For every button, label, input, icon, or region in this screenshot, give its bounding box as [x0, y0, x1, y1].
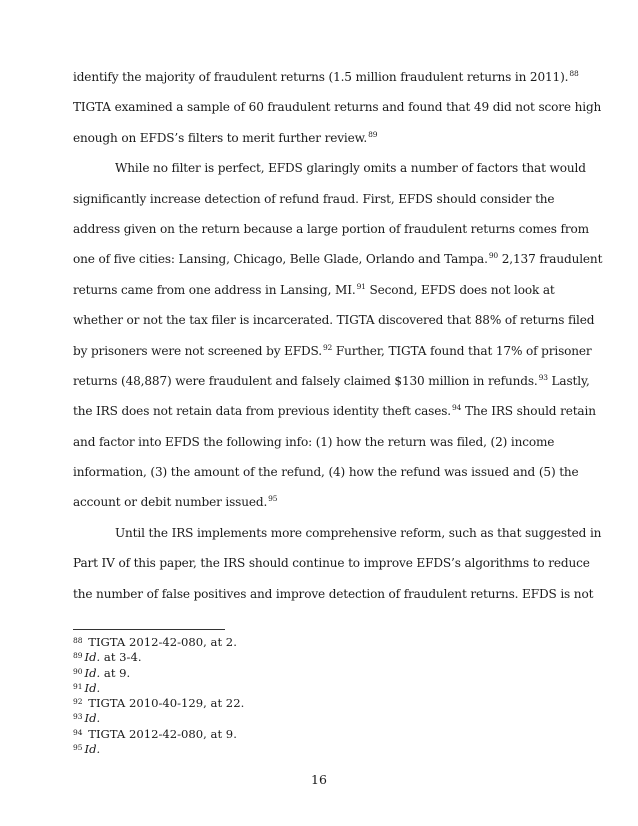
line-text: TIGTA examined a sample of 60 fraudulent returns and found that 49 did not score high: [73, 100, 602, 115]
line-text: returns (48,887) were fraudulent and falsely claimed $130 million in refunds.: [73, 373, 538, 388]
footnote-number: 93: [73, 712, 83, 722]
footnote-number: 91: [73, 681, 83, 691]
line-text: by prisoners were not screened by EFDS.: [73, 343, 322, 358]
footnote-text: at 3-4.: [100, 650, 142, 665]
footnote-number: 92: [73, 697, 83, 707]
footnote: [73, 666, 553, 681]
text-line: [73, 244, 603, 274]
footnote-number: 89: [73, 651, 83, 661]
footnote-id: Id.: [84, 665, 101, 680]
footnote-marker: 92: [322, 342, 333, 352]
footnote-number: 95: [73, 743, 83, 753]
footnote-marker: 91: [356, 281, 366, 291]
text-line: [73, 579, 594, 609]
footnote: [73, 635, 553, 650]
text-line: [73, 123, 573, 153]
footnote: [73, 681, 553, 696]
footnote: [73, 696, 553, 711]
text-line: [73, 457, 579, 487]
footnote-marker: 93: [538, 372, 548, 382]
text-line: [73, 214, 589, 244]
body-text: [73, 62, 603, 609]
line-text: one of five cities: Lansing, Chicago, Belle Glade, Orlando and Tampa.: [73, 252, 488, 267]
text-line: [73, 92, 602, 122]
text-line: [73, 366, 590, 396]
line-text-tail: 2,137 fraudulent: [498, 252, 603, 267]
footnote: [73, 711, 553, 726]
line-text: identify the majority of fraudulent returns (1.5 million fraudulent returns in 2011).: [73, 70, 569, 84]
line-text-tail: Further, TIGTA found that 17% of prisoner: [332, 343, 592, 358]
text-line: [73, 487, 573, 517]
footnote-marker: 89: [368, 129, 378, 139]
text-line: [73, 305, 595, 335]
footnote-id: Id.: [84, 711, 101, 726]
footnote-separator: [73, 629, 225, 630]
line-text: account or debit number issued.: [73, 495, 268, 510]
text-line: [73, 396, 596, 426]
text-line: [73, 336, 592, 366]
line-text: the IRS does not retain data from previous identity theft cases.: [73, 404, 451, 419]
footnote-number: 94: [73, 727, 83, 737]
text-line: [73, 427, 573, 457]
footnote-number: 90: [73, 666, 83, 676]
footnote-marker: 90: [488, 251, 499, 261]
line-text: enough on EFDS’s filters to merit further review.: [73, 130, 368, 145]
line-text: significantly increase detection of refund fraud. First, EFDS should consider the: [73, 191, 555, 206]
footnote: [73, 650, 553, 665]
footnotes: [73, 635, 553, 757]
text-line: [73, 548, 590, 578]
text-line: [73, 184, 573, 214]
footnote-id: Id.: [84, 742, 101, 757]
footnote-text: at 9.: [100, 665, 131, 680]
text-line: [73, 518, 602, 548]
line-text: whether or not the tax filer is incarcerated. TIGTA discovered that 88% of returns filed: [73, 313, 595, 328]
footnote-text: TIGTA 2012-42-080, at 9.: [84, 726, 237, 741]
line-text-tail: Lastly,: [547, 373, 590, 388]
footnote-text: TIGTA 2012-42-080, at 2.: [84, 635, 237, 649]
text-line: [73, 153, 586, 183]
footnote-id: Id.: [84, 680, 101, 695]
line-text: and factor into EFDS the following info: (1) how the return was filed, (2) income: [73, 434, 555, 449]
line-text: the number of false positives and improve detection of fraudulent returns. EFDS is not: [73, 586, 594, 601]
line-text-tail: The IRS should retain: [461, 404, 596, 419]
text-line: [73, 275, 573, 305]
footnote-marker: 88: [569, 69, 579, 78]
footnote-marker: 94: [452, 403, 462, 413]
page-number: 16: [311, 772, 327, 787]
footnote: [73, 727, 553, 742]
line-text: Until the IRS implements more comprehensive reform, such as that suggested in: [115, 525, 602, 540]
footnote: [73, 742, 553, 757]
line-text: While no filter is perfect, EFDS glaringly omits a number of factors that would: [115, 161, 586, 176]
footnote-text: TIGTA 2010-40-129, at 22.: [84, 696, 245, 711]
footnote-number: 88: [73, 636, 83, 645]
line-text: information, (3) the amount of the refund, (4) how the refund was issued and (5) the: [73, 465, 579, 480]
line-text: returns came from one address in Lansing, MI.: [73, 282, 356, 297]
footnote-id: Id.: [84, 650, 101, 665]
line-text-tail: Second, EFDS does not look at: [365, 282, 555, 297]
text-line: [73, 62, 579, 92]
line-text: address given on the return because a large portion of fraudulent returns comes from: [73, 221, 589, 236]
footnote-marker: 95: [268, 494, 278, 504]
line-text: Part IV of this paper, the IRS should continue to improve EFDS’s algorithms to reduce: [73, 556, 590, 571]
